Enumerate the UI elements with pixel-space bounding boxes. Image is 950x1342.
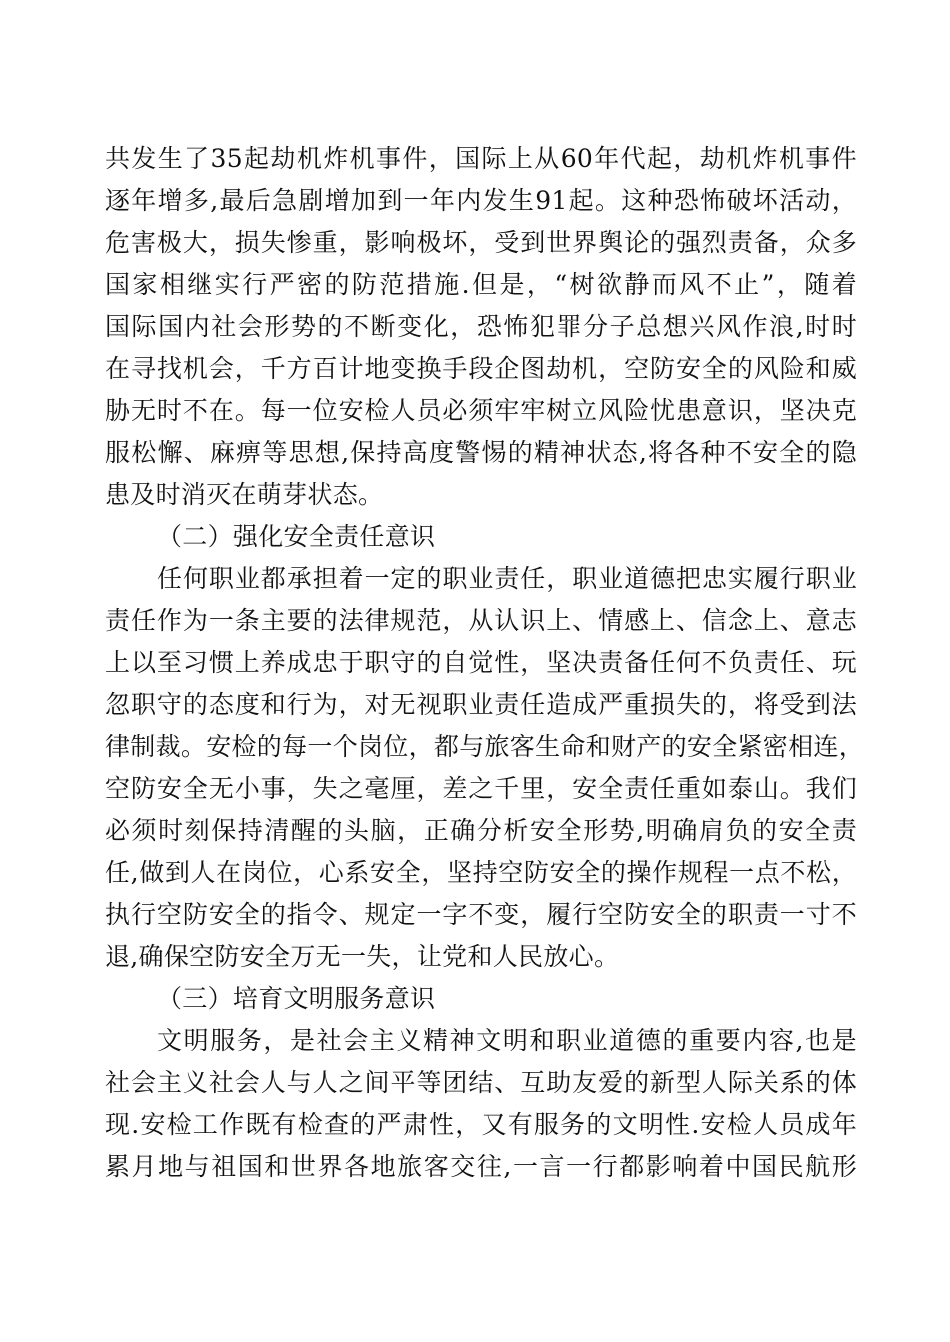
paragraph-line: 服松懈、麻痹等思想,保持高度警惕的精神状态,将各种不安全的隐 [105, 438, 857, 467]
paragraph-line: 现.安检工作既有检查的严肃性，又有服务的文明性.安检人员成年 [105, 1110, 857, 1139]
paragraph-line: 忽职守的态度和行为，对无视职业责任造成严重损失的，将受到法 [105, 690, 857, 719]
paragraph-line: 任何职业都承担着一定的职业责任，职业道德把忠实履行职业 [157, 564, 857, 593]
paragraph-line: 逐年增多,最后急剧增加到一年内发生91起。这种恐怖破坏活动， [105, 186, 857, 215]
paragraph-line: 国际国内社会形势的不断变化，恐怖犯罪分子总想兴风作浪,时时 [105, 312, 857, 341]
paragraph-line: 国家相继实行严密的防范措施.但是，“树欲静而风不止”，随着 [105, 270, 857, 299]
document-body [105, 138, 865, 1188]
paragraph-line: 文明服务，是社会主义精神文明和职业道德的重要内容,也是 [157, 1026, 857, 1055]
paragraph-line: 危害极大，损失惨重，影响极坏，受到世界舆论的强烈责备，众多 [105, 228, 857, 257]
paragraph-line: 患及时消灭在萌芽状态。 [105, 480, 384, 509]
paragraph-line: 共发生了35起劫机炸机事件，国际上从60年代起，劫机炸机事件 [105, 144, 857, 173]
section-heading: （三）培育文明服务意识 [157, 984, 436, 1013]
paragraph-line: 上以至习惯上养成忠于职守的自觉性，坚决责备任何不负责任、玩 [105, 648, 857, 677]
paragraph-line: 律制裁。安检的每一个岗位，都与旅客生命和财产的安全紧密相连， [105, 732, 865, 761]
paragraph-line: 必须时刻保持清醒的头脑，正确分析安全形势,明确肩负的安全责 [105, 816, 857, 845]
section-heading: （二）强化安全责任意识 [157, 522, 436, 551]
paragraph-line: 胁无时不在。每一位安检人员必须牢牢树立风险忧患意识，坚决克 [105, 396, 857, 425]
paragraph-line: 累月地与祖国和世界各地旅客交往,一言一行都影响着中国民航形 [105, 1152, 857, 1181]
paragraph-line: 空防安全无小事，失之毫厘，差之千里，安全责任重如泰山。我们 [105, 774, 857, 803]
paragraph-line: 责任作为一条主要的法律规范，从认识上、情感上、信念上、意志 [105, 606, 857, 635]
paragraph-line: 任,做到人在岗位，心系安全，坚持空防安全的操作规程一点不松， [105, 858, 857, 887]
paragraph-line: 社会主义社会人与人之间平等团结、互助友爱的新型人际关系的体 [105, 1068, 857, 1097]
paragraph-line: 执行空防安全的指令、规定一字不变，履行空防安全的职责一寸不 [105, 900, 857, 929]
paragraph-line: 退,确保空防安全万无一失，让党和人民放心。 [105, 942, 620, 971]
paragraph-line: 在寻找机会，千方百计地变换手段企图劫机，空防安全的风险和威 [105, 354, 857, 383]
